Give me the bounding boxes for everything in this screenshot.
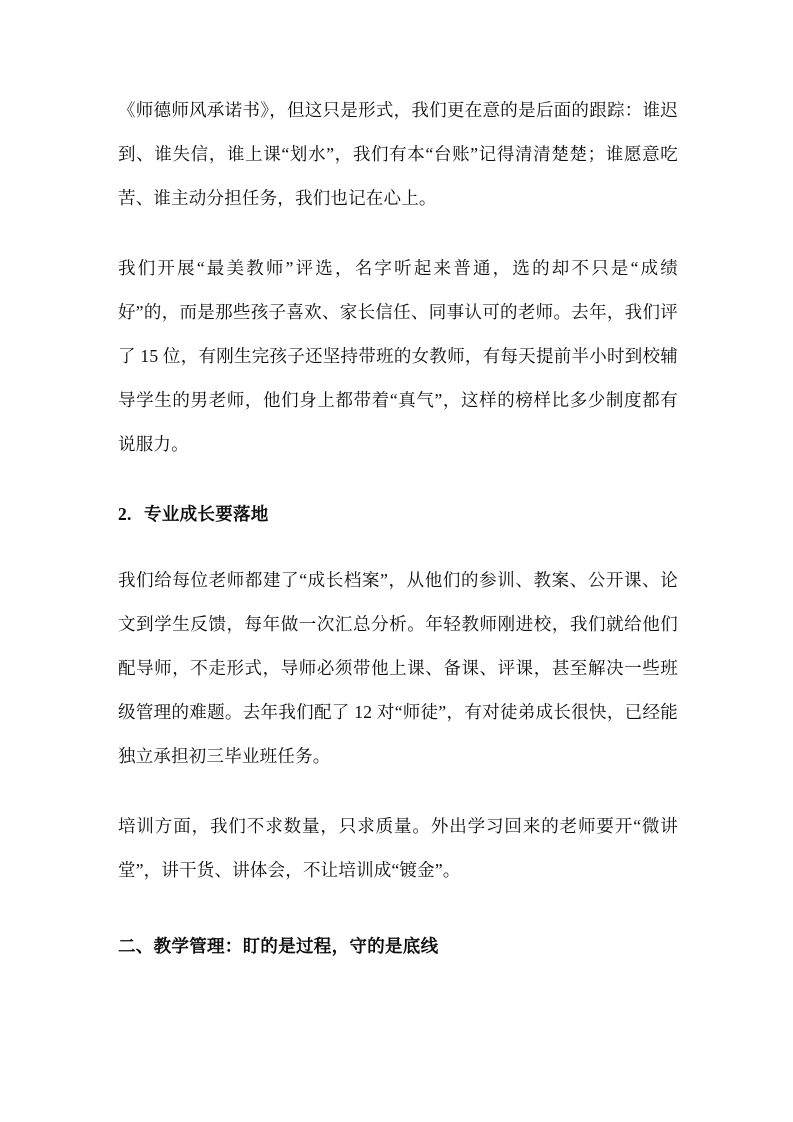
subheading-text: 专业成长要落地	[144, 504, 269, 524]
subheading-number: 2.	[118, 504, 132, 524]
paragraph: 培训方面，我们不求数量，只求质量。外出学习回来的老师要开“微讲堂”，讲干货、讲体会，不让培训成“镀金”。	[118, 816, 678, 880]
subheading	[118, 492, 678, 536]
paragraph: 我们开展“最美教师”评选，名字听起来普通，选的却不只是“成绩好”的，而是那些孩子喜欢、家长信任、同事认可的老师。去年，我们评了 15 位，有刚生完孩子还坚持带班的女教师，有每天提前半小时到校辅导学生的男老师，他们身上都带着“真气”，这样的榜样比多少制度都有说服力。	[118, 258, 678, 454]
document-body	[118, 88, 678, 968]
section-heading: 二、教学管理：盯的是过程，守的是底线	[118, 936, 439, 956]
paragraph: 《师德师风承诺书》，但这只是形式，我们更在意的是后面的跟踪：谁迟到、谁失信，谁上课“划水”，我们有本“台账”记得清清楚楚；谁愿意吃苦、谁主动分担任务，我们也记在心上。	[118, 100, 678, 208]
paragraph: 我们给每位老师都建了“成长档案”，从他们的参训、教案、公开课、论文到学生反馈，每年做一次汇总分析。年轻教师刚进校，我们就给他们配导师，不走形式，导师必须带他上课、备课、评课，甚至解决一些班级管理的难题。去年我们配了 12 对“师徒”，有对徒弟成长很快，已经能独立承担初三毕业班任务。	[118, 570, 678, 766]
